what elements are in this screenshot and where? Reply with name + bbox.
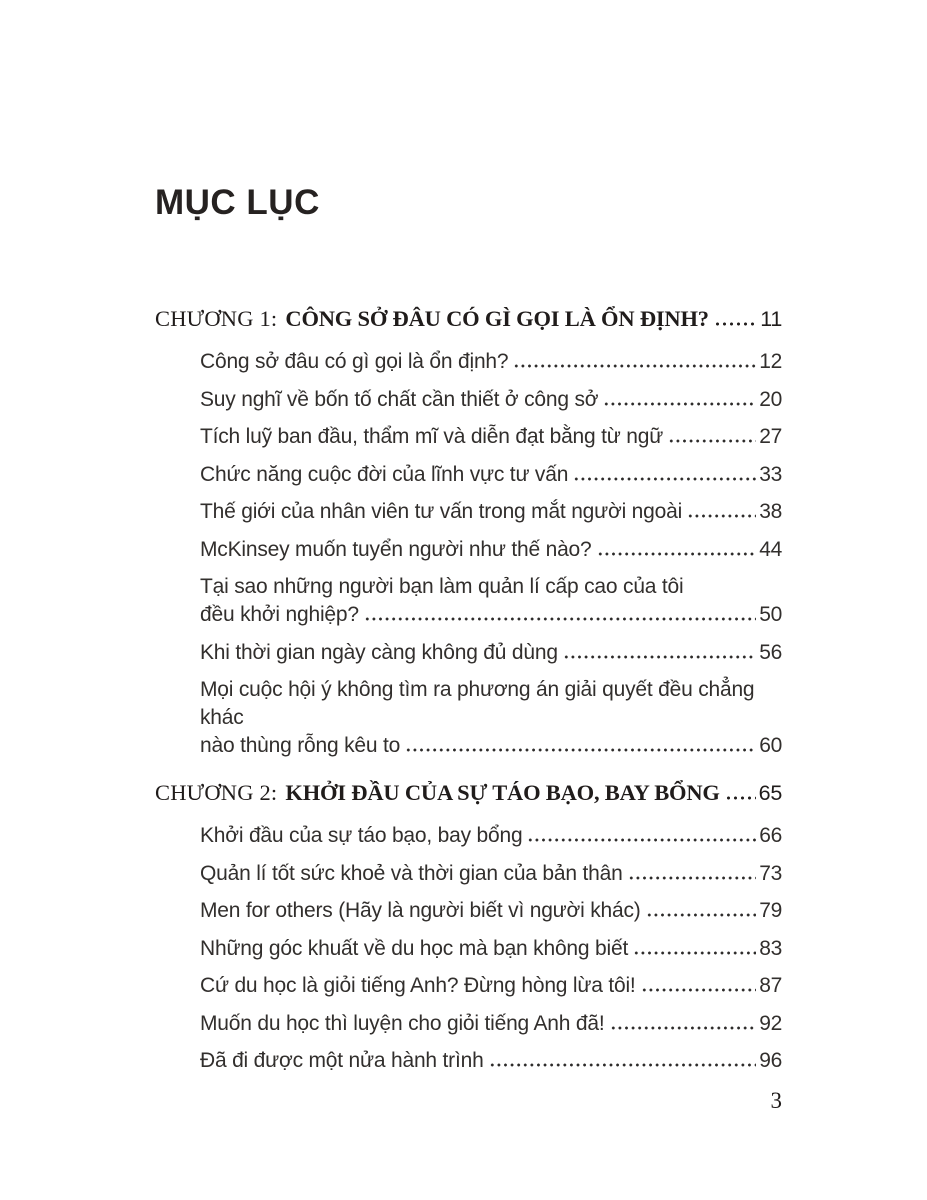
entry-title-line2: đều khởi nghiệp? (200, 603, 359, 626)
toc-entry (200, 423, 782, 451)
toc-entry (200, 822, 782, 850)
entry-title: Muốn du học thì luyện cho giỏi tiếng Anh đã! (200, 1011, 605, 1035)
dot-leader (603, 402, 756, 406)
entry-title: Khi thời gian ngày càng không đủ dùng (200, 640, 558, 664)
entry-title: Men for others (Hãy là người biết vì người khác) (200, 899, 641, 922)
dot-leader (597, 552, 757, 556)
entry-title: Khởi đầu của sự táo bạo, bay bổng (200, 824, 523, 847)
entry-page-number: 66 (759, 824, 782, 847)
entry-line2 (200, 601, 782, 629)
chapter-page-number: 11 (760, 307, 782, 331)
entry-page-number: 87 (759, 974, 782, 997)
dot-leader (405, 748, 756, 752)
toc-entry (200, 897, 782, 925)
toc-entry (200, 676, 782, 760)
toc-entry (200, 573, 782, 629)
entry-title: Suy nghĩ về bốn tố chất cần thiết ở công sở (200, 387, 599, 411)
toc-entry (200, 935, 782, 963)
toc-entry (200, 498, 782, 526)
toc-entry (200, 386, 782, 414)
dot-leader (641, 988, 757, 992)
entry-page-number: 92 (759, 1011, 782, 1035)
chapter-2-heading (155, 777, 782, 809)
toc-entry (200, 972, 782, 1000)
entry-page-number: 20 (759, 387, 782, 411)
chapter-title: KHỞI ĐẦU CỦA SỰ TÁO BẠO, BAY BỔNG (285, 780, 720, 805)
entry-page-number: 44 (759, 537, 782, 561)
table-of-contents (155, 303, 782, 1075)
page-title: MỤC LỤC (155, 183, 320, 222)
entry-page-number: 56 (759, 640, 782, 664)
entry-page-number: 33 (759, 462, 782, 486)
entry-title: Công sở đâu có gì gọi là ổn định? (200, 350, 509, 373)
dot-leader (633, 951, 756, 955)
dot-leader (513, 364, 756, 368)
entry-page-number: 12 (759, 350, 782, 373)
dot-leader (527, 838, 756, 842)
entry-page-number: 50 (759, 603, 782, 626)
dot-leader (563, 655, 756, 659)
entry-line2 (200, 732, 782, 760)
toc-entry (200, 860, 782, 888)
toc-entry (200, 639, 782, 667)
entry-page-number: 83 (759, 936, 782, 960)
dot-leader (687, 514, 756, 518)
entry-title: Tích luỹ ban đầu, thẩm mĩ và diễn đạt bằng từ ngữ (200, 425, 664, 448)
dot-leader (364, 617, 756, 621)
entry-title: Đã đi được một nửa hành trình (200, 1049, 484, 1072)
dot-leader (725, 796, 756, 800)
chapter-block-1 (155, 303, 782, 760)
chapter-1-entries (200, 348, 782, 760)
toc-entry (200, 1010, 782, 1038)
entry-title: Chức năng cuộc đời của lĩnh vực tư vấn (200, 462, 569, 486)
dot-leader (489, 1063, 757, 1067)
entry-title-line1: Mọi cuộc hội ý không tìm ra phương án giải quyết đều chẳng khác (200, 678, 755, 729)
entry-page-number: 73 (759, 861, 782, 885)
dot-leader (610, 1026, 757, 1030)
chapter-page-number: 65 (758, 781, 782, 805)
chapter-1-heading (155, 303, 782, 335)
entry-page-number: 38 (759, 500, 782, 523)
toc-entry (200, 461, 782, 489)
dot-leader (714, 322, 757, 326)
entry-title-line1: Tại sao những người bạn làm quản lí cấp cao của tôi (200, 575, 684, 598)
entry-title: Những góc khuất về du học mà bạn không biết (200, 936, 629, 960)
chapter-label: CHƯƠNG 2: (155, 780, 278, 805)
dot-leader (668, 439, 756, 443)
dot-leader (646, 913, 757, 917)
chapter-label: CHƯƠNG 1: (155, 306, 278, 331)
entry-title: Cứ du học là giỏi tiếng Anh? Đừng hòng lừa tôi! (200, 974, 636, 997)
toc-entry (200, 536, 782, 564)
dot-leader (628, 876, 757, 880)
chapter-block-2 (155, 777, 782, 1075)
entry-title-line2: nào thùng rỗng kêu to (200, 734, 401, 757)
entry-title: McKinsey muốn tuyển người như thế nào? (200, 537, 592, 561)
entry-page-number: 96 (759, 1049, 782, 1072)
folio-page-number: 3 (770, 1088, 782, 1113)
entry-title: Thế giới của nhân viên tư vấn trong mắt người ngoài (200, 500, 683, 523)
toc-entry (200, 348, 782, 376)
entry-page-number: 79 (759, 899, 782, 922)
entry-title: Quản lí tốt sức khoẻ và thời gian của bản thân (200, 861, 623, 885)
entry-page-number: 27 (759, 425, 782, 448)
entry-page-number: 60 (759, 734, 782, 757)
chapter-title: CÔNG SỞ ĐÂU CÓ GÌ GỌI LÀ ỔN ĐỊNH? (285, 306, 709, 331)
dot-leader (573, 477, 756, 481)
toc-entry (200, 1047, 782, 1075)
chapter-2-entries (200, 822, 782, 1075)
